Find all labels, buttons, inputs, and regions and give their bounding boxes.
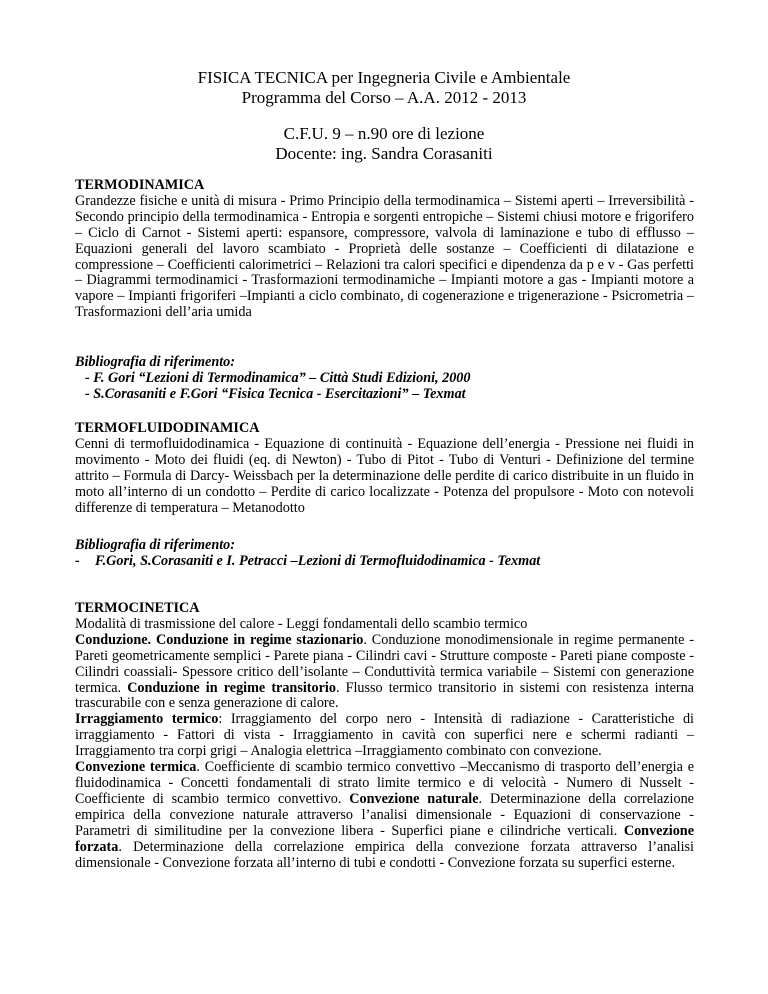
section-termocinetica (75, 601, 694, 871)
biblio-heading: Bibliografia di riferimento: (75, 354, 236, 370)
bold-term: Conduzione in regime transitorio (127, 679, 336, 696)
biblio-text: F.Gori, S.Corasaniti e I. Petracci –Lezioni di Termofluidodinamica - Texmat (95, 552, 541, 569)
bold-term: Conduzione. Conduzione in regime stazionario (75, 631, 364, 648)
biblio-item: - S.Corasaniti e F.Gori “Fisica Tecnica - Esercitazioni” – Texmat (85, 385, 466, 402)
section-text: Cenni di termofluidodinamica - Equazione di continuità - Equazione dell’energia - Pressione nei fluidi in movimento - Moto dei fluidi (eq. di Newton) - Tubo di Pitot - Tubo di Venturi - Definizione del termine attrito – Formula di Darcy- Weissbach per la determinazione delle perdite di carico distribuite in un fluido in moto all’interno di un condotto – Perdite di carico localizzate - Potenza del propulsore - Moto con notevoli differenze di temperatura – Metanodotto (75, 435, 694, 516)
text-run: . Coefficiente di scambio termico convettivo –Meccanismo di trasporto dell’energia e fluidodinamica - Concetti fondamentali di strato limite termico e di velocità - Numero di Nusselt - Coefficiente di scambio termico convettivo. (75, 759, 694, 807)
course-title: FISICA TECNICA per Ingegneria Civile e Ambientale (197, 68, 571, 87)
bold-term: Irraggiamento termico (75, 711, 219, 728)
text-run: . Conduzione monodimensionale in regime permanente -Pareti geometricamente semplici - Parete piana - Cilindri cavi - Strutture composte - Pareti piane composte - Cilindri coassiali- Spessore critico dell’isolante – Conduttività termica variabile – Sistemi con generazione termica. (75, 631, 694, 696)
biblio-item (75, 554, 694, 570)
bold-term: Convezione naturale (349, 790, 479, 807)
text-run: . Flusso termico transitorio in sistemi con resistenza interna trascurabile con e senza generazione di calore. (75, 679, 694, 712)
section-text: Grandezze fisiche e unità di misura - Primo Principio della termodinamica – Sistemi aperti – Irreversibilità - Secondo principio della termodinamica - Entropia e sorgenti entropiche – Sistemi chiusi motore e frigorifero – Ciclo di Carnot - Sistemi aperti: espansore, compressore, valvola di laminazione e tubo di efflusso – Equazioni generali del lavoro scambiato - Proprietà delle sostanze – Coefficienti di dilatazione e compressione – Coefficienti calorimetrici – Relazioni tra calori specifici e dipendenza da p e v - Gas perfetti – Diagrammi termodinamici - Trasformazioni termodinamiche – Impianti motore a gas - Impianti motore a vapore – Impianti frigoriferi –Impianti a ciclo combinato, di cogenerazione e trigenerazione - Psicrometria – Trasformazioni dell’aria umida (75, 192, 694, 321)
biblio-dash: - (75, 552, 80, 569)
biblio-heading: Bibliografia di riferimento: (75, 537, 236, 553)
text-run: . Determinazione della correlazione empirica della convezione naturale attraverso l’analisi dimensionale - Equazioni di conservazione - Parametri di similitudine per la convezione libera - Superfici piane e cilindriche verticali. (75, 790, 694, 839)
irraggiamento-paragraph (75, 712, 694, 760)
bold-term: Convezione forzata (75, 822, 694, 855)
section-heading: TERMOCINETICA (75, 600, 200, 616)
course-teacher: Docente: ing. Sandra Corasaniti (275, 144, 493, 163)
bold-term: Convezione termica (75, 759, 197, 776)
biblio-termofluidodinamica (75, 538, 694, 570)
biblio-item: - F. Gori “Lezioni di Termodinamica” – Città Studi Edizioni, 2000 (85, 369, 471, 386)
course-credits: C.F.U. 9 – n.90 ore di lezione (283, 124, 485, 143)
section-termofluidodinamica (75, 421, 694, 516)
text-run: : Irraggiamento del corpo nero - Intensità di radiazione - Caratteristiche di irraggiamento - Fattori di vista - Irraggiamento in cavità con superfici nere e schermi radianti – Irraggiamento tra corpi grigi – Analogia elettrica –Irraggiamento combinato con convezione. (75, 711, 694, 760)
course-subtitle: Programma del Corso – A.A. 2012 - 2013 (241, 88, 527, 107)
convezione-paragraph (75, 760, 694, 871)
section-heading: TERMOFLUIDODINAMICA (75, 420, 260, 436)
section-heading: TERMODINAMICA (75, 177, 205, 193)
conduzione-paragraph (75, 633, 694, 713)
section-termodinamica (75, 178, 694, 321)
biblio-termodinamica (75, 355, 694, 403)
section-intro: Modalità di trasmissione del calore - Leggi fondamentali dello scambio termico (75, 615, 528, 632)
text-run: . Determinazione della correlazione empirica della convezione forzata attraverso l’analisi dimensionale - Convezione forzata all’interno di tubi e condotti - Convezione forzata su superfici esterne. (75, 838, 694, 871)
